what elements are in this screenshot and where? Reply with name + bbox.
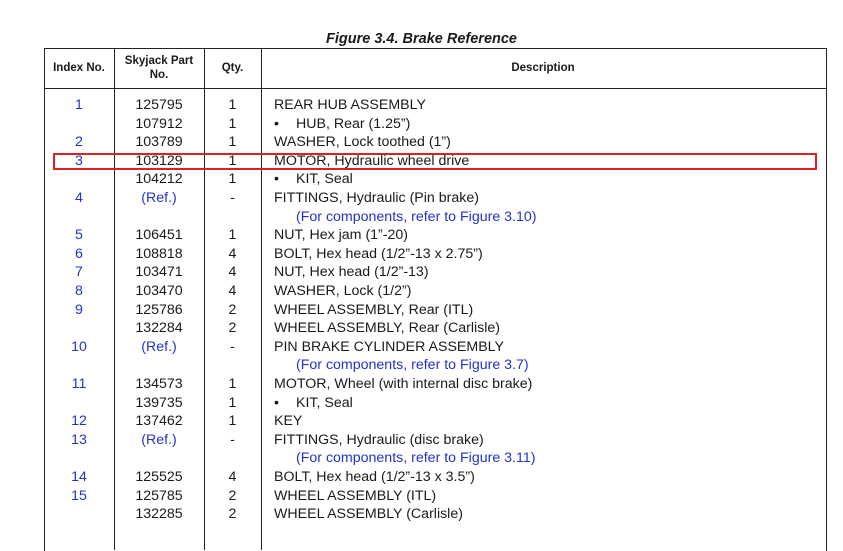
quantity: - (230, 190, 235, 206)
quantity: 1 (228, 152, 237, 169)
quantity: 1 (228, 227, 237, 244)
part-number: 125525 (135, 469, 183, 485)
description-text: KIT, Seal (296, 394, 353, 411)
description (274, 282, 411, 301)
index-number: 15 (71, 487, 87, 504)
description-text: PIN BRAKE CYLINDER ASSEMBLY (274, 338, 504, 355)
description-text: MOTOR, Wheel (with internal disc brake) (274, 376, 533, 392)
description (274, 319, 500, 338)
description-text: (For components, refer to Figure 3.10) (296, 208, 537, 225)
description (274, 115, 410, 134)
part-number: 107912 (135, 115, 183, 132)
part-number: (Ref.) (141, 431, 177, 448)
header-index: Index No. (53, 62, 105, 74)
table-row (44, 431, 826, 450)
table-row (44, 375, 826, 394)
header-qty: Qty. (221, 62, 244, 74)
quantity: 1 (228, 97, 237, 113)
figure-caption: Figure 3.4. Brake Reference (325, 31, 517, 47)
table-row (44, 208, 826, 227)
index-number: 13 (71, 431, 87, 448)
description (274, 431, 484, 450)
part-number: 103129 (135, 152, 183, 169)
description (274, 301, 473, 320)
table-row (44, 487, 826, 506)
part-number: 103789 (135, 134, 183, 151)
table-row (44, 449, 826, 468)
description-text: NUT, Hex jam (1”-20) (274, 227, 409, 244)
description (274, 487, 436, 506)
part-number: 132284 (135, 320, 183, 337)
index-number: 7 (75, 264, 83, 281)
description (274, 468, 475, 487)
description (274, 189, 479, 208)
description (274, 96, 426, 115)
description-text: WHEEL ASSEMBLY (ITL) (274, 487, 437, 504)
part-number: (Ref.) (141, 338, 177, 355)
part-number: 106451 (135, 227, 183, 244)
table-row (44, 356, 826, 375)
description (274, 412, 302, 431)
description (274, 394, 353, 413)
quantity: 1 (228, 171, 237, 188)
quantity: 2 (228, 506, 237, 523)
quantity: 1 (228, 115, 237, 132)
table-row (44, 394, 826, 413)
quantity: 2 (228, 487, 237, 504)
description-text: MOTOR, Hydraulic wheel drive (274, 152, 470, 169)
quantity: 2 (228, 301, 237, 318)
table-row (44, 96, 826, 115)
bullet-marker: • (274, 171, 279, 188)
table-row (44, 170, 826, 189)
description-text: BOLT, Hex head (1/2”-13 x 3.5”) (274, 469, 475, 485)
table-row (44, 226, 826, 245)
highlight-box (53, 153, 817, 170)
quantity: 4 (228, 245, 237, 262)
description-text: WHEEL ASSEMBLY, Rear (Carlisle) (274, 320, 501, 337)
table-row (44, 245, 826, 264)
description-text: FITTINGS, Hydraulic (Pin brake) (274, 190, 479, 206)
index-number: 4 (75, 190, 83, 206)
description (274, 133, 451, 152)
index-number: 9 (75, 301, 83, 318)
table-row (44, 115, 826, 134)
description (274, 170, 353, 189)
part-number: 125786 (135, 301, 183, 318)
description-text: KEY (274, 413, 303, 430)
cross-reference (296, 208, 537, 227)
description-text: WASHER, Lock toothed (1”) (274, 134, 451, 151)
table-row (44, 505, 826, 524)
part-number: 137462 (135, 413, 183, 430)
description (274, 245, 483, 264)
index-number: 14 (71, 469, 87, 485)
description-text: (For components, refer to Figure 3.11) (296, 450, 536, 467)
table-row (44, 412, 826, 431)
description-text: KIT, Seal (296, 171, 353, 188)
quantity: - (230, 431, 235, 448)
part-number: (Ref.) (141, 190, 177, 206)
description (274, 263, 429, 282)
part-number: 134573 (135, 376, 183, 392)
description (274, 375, 532, 394)
cross-reference (296, 449, 535, 468)
part-number: 139735 (135, 394, 183, 411)
table-row (44, 319, 826, 338)
index-number: 6 (75, 245, 83, 262)
description-text: (For components, refer to Figure 3.7) (296, 357, 529, 374)
description (274, 505, 463, 524)
table-row (44, 133, 826, 152)
part-number: 125785 (135, 487, 183, 504)
description-text: WASHER, Lock (1/2”) (274, 283, 412, 299)
bullet-marker: • (274, 394, 279, 411)
part-number: 132285 (135, 506, 183, 523)
table-row (44, 301, 826, 320)
bullet-marker: • (274, 115, 279, 132)
index-number: 3 (75, 152, 83, 169)
table-row (44, 468, 826, 487)
part-number: 103471 (135, 264, 183, 281)
quantity: 2 (228, 320, 237, 337)
table-row (44, 189, 826, 208)
description-text: HUB, Rear (1.25”) (296, 115, 411, 132)
description-text: BOLT, Hex head (1/2”-13 x 2.75”) (274, 245, 483, 262)
index-number: 8 (75, 283, 83, 299)
quantity: 1 (228, 413, 237, 430)
cross-reference (296, 356, 529, 375)
header-rule (44, 88, 826, 89)
index-number: 10 (71, 338, 87, 355)
part-number: 104212 (135, 171, 183, 188)
index-number: 11 (71, 376, 87, 392)
quantity: 1 (228, 134, 237, 151)
quantity: 1 (228, 394, 237, 411)
part-number: 125795 (135, 97, 183, 113)
description (274, 226, 408, 245)
index-number: 1 (75, 97, 83, 113)
description (274, 338, 504, 357)
description-text: FITTINGS, Hydraulic (disc brake) (274, 431, 484, 448)
quantity: 4 (228, 469, 237, 485)
description-text: WHEEL ASSEMBLY (Carlisle) (274, 506, 463, 523)
description-text: WHEEL ASSEMBLY, Rear (ITL) (274, 301, 474, 318)
index-number: 2 (75, 134, 83, 151)
header-part-no: Skyjack Part No. (124, 55, 194, 81)
quantity: 4 (228, 264, 237, 281)
header-description: Description (511, 62, 575, 74)
table-row (44, 263, 826, 282)
quantity: 4 (228, 283, 237, 299)
part-number: 103470 (135, 283, 183, 299)
table-row (44, 282, 826, 301)
description-text: NUT, Hex head (1/2”-13) (274, 264, 429, 281)
quantity: 1 (228, 376, 237, 392)
description-text: REAR HUB ASSEMBLY (274, 97, 426, 113)
quantity: - (230, 338, 235, 355)
index-number: 5 (75, 227, 83, 244)
table-row (44, 338, 826, 357)
part-number: 108818 (135, 245, 183, 262)
index-number: 12 (71, 413, 87, 430)
